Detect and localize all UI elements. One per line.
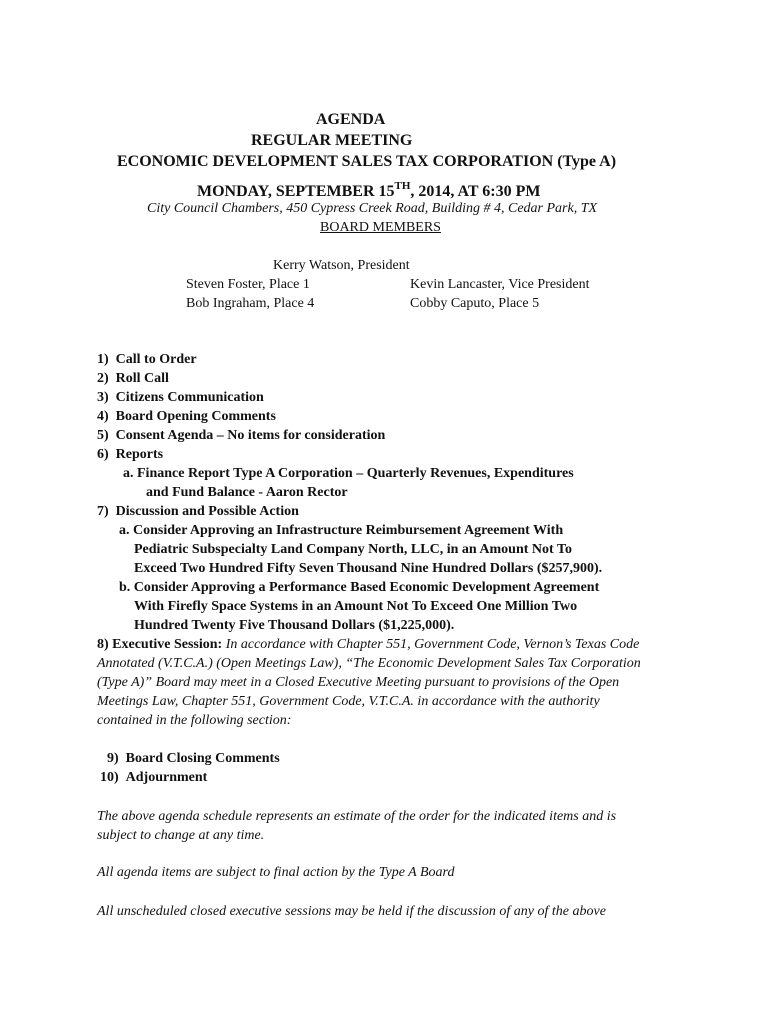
agenda-subitem-continued: Pediatric Subspecialty Land Company North, LLC, in an Amount Not To <box>134 542 572 557</box>
board-member: Bob Ingraham, Place 4 <box>186 296 315 311</box>
schedule-note: subject to change at any time. <box>97 828 265 843</box>
executive-session-line: 8) Executive Session: In accordance with Chapter 551, Government Code, Vernon’s Texas Code <box>97 637 640 652</box>
meeting-date: MONDAY, SEPTEMBER 15TH, 2014, AT 6:30 PM <box>197 180 541 200</box>
agenda-subitem: b. Consider Approving a Performance Based Economic Development Agreement <box>119 580 600 595</box>
agenda-item: 10) Adjournment <box>100 770 208 785</box>
agenda-subitem-continued: Hundred Twenty Five Thousand Dollars ($1,225,000). <box>134 618 455 633</box>
agenda-subitem-continued: and Fund Balance - Aaron Rector <box>146 485 348 500</box>
organization-title: ECONOMIC DEVELOPMENT SALES TAX CORPORATION (Type A) <box>117 153 617 170</box>
agenda-item: 2) Roll Call <box>97 371 169 386</box>
board-members-heading: BOARD MEMBERS <box>320 220 441 235</box>
agenda-heading: AGENDA <box>316 111 386 128</box>
agenda-item: 7) Discussion and Possible Action <box>97 504 299 519</box>
board-president: Kerry Watson, President <box>273 258 410 273</box>
closed-sessions-note: All unscheduled closed executive sessions may be held if the discussion of any of the above <box>97 904 606 919</box>
agenda-item: 9) Board Closing Comments <box>107 751 280 766</box>
executive-session-line: (Type A)” Board may meet in a Closed Executive Meeting pursuant to provisions of the Open <box>97 675 620 690</box>
executive-session-line: Meetings Law, Chapter 551, Government Code, V.T.C.A. in accordance with the authority <box>97 694 600 709</box>
board-member: Cobby Caputo, Place 5 <box>410 296 540 311</box>
agenda-item: 5) Consent Agenda – No items for consideration <box>97 428 386 443</box>
agenda-subitem-continued: With Firefly Space Systems in an Amount Not To Exceed One Million Two <box>134 599 578 614</box>
board-member: Kevin Lancaster, Vice President <box>410 277 590 292</box>
agenda-item: 3) Citizens Communication <box>97 390 264 405</box>
agenda-item: 4) Board Opening Comments <box>97 409 276 424</box>
schedule-note: The above agenda schedule represents an estimate of the order for the indicated items and is <box>97 809 617 824</box>
meeting-type: REGULAR MEETING <box>251 132 413 149</box>
meeting-location: City Council Chambers, 450 Cypress Creek Road, Building # 4, Cedar Park, TX <box>147 201 598 216</box>
executive-session-line: Annotated (V.T.C.A.) (Open Meetings Law), “The Economic Development Sales Tax Corporation <box>97 656 641 671</box>
agenda-item: 1) Call to Order <box>97 352 197 367</box>
agenda-item: 6) Reports <box>97 447 164 462</box>
agenda-subitem-continued: Exceed Two Hundred Fifty Seven Thousand Nine Hundred Dollars ($257,900). <box>134 561 603 576</box>
date-superscript: TH <box>394 180 411 192</box>
agenda-subitem: a. Finance Report Type A Corporation – Quarterly Revenues, Expenditures <box>123 466 574 481</box>
final-action-note: All agenda items are subject to final action by the Type A Board <box>97 865 455 880</box>
board-member: Steven Foster, Place 1 <box>186 277 310 292</box>
executive-session-label: 8) Executive Session: <box>97 637 223 652</box>
executive-session-line: contained in the following section: <box>97 713 292 728</box>
agenda-subitem: a. Consider Approving an Infrastructure Reimbursement Agreement With <box>119 523 564 538</box>
